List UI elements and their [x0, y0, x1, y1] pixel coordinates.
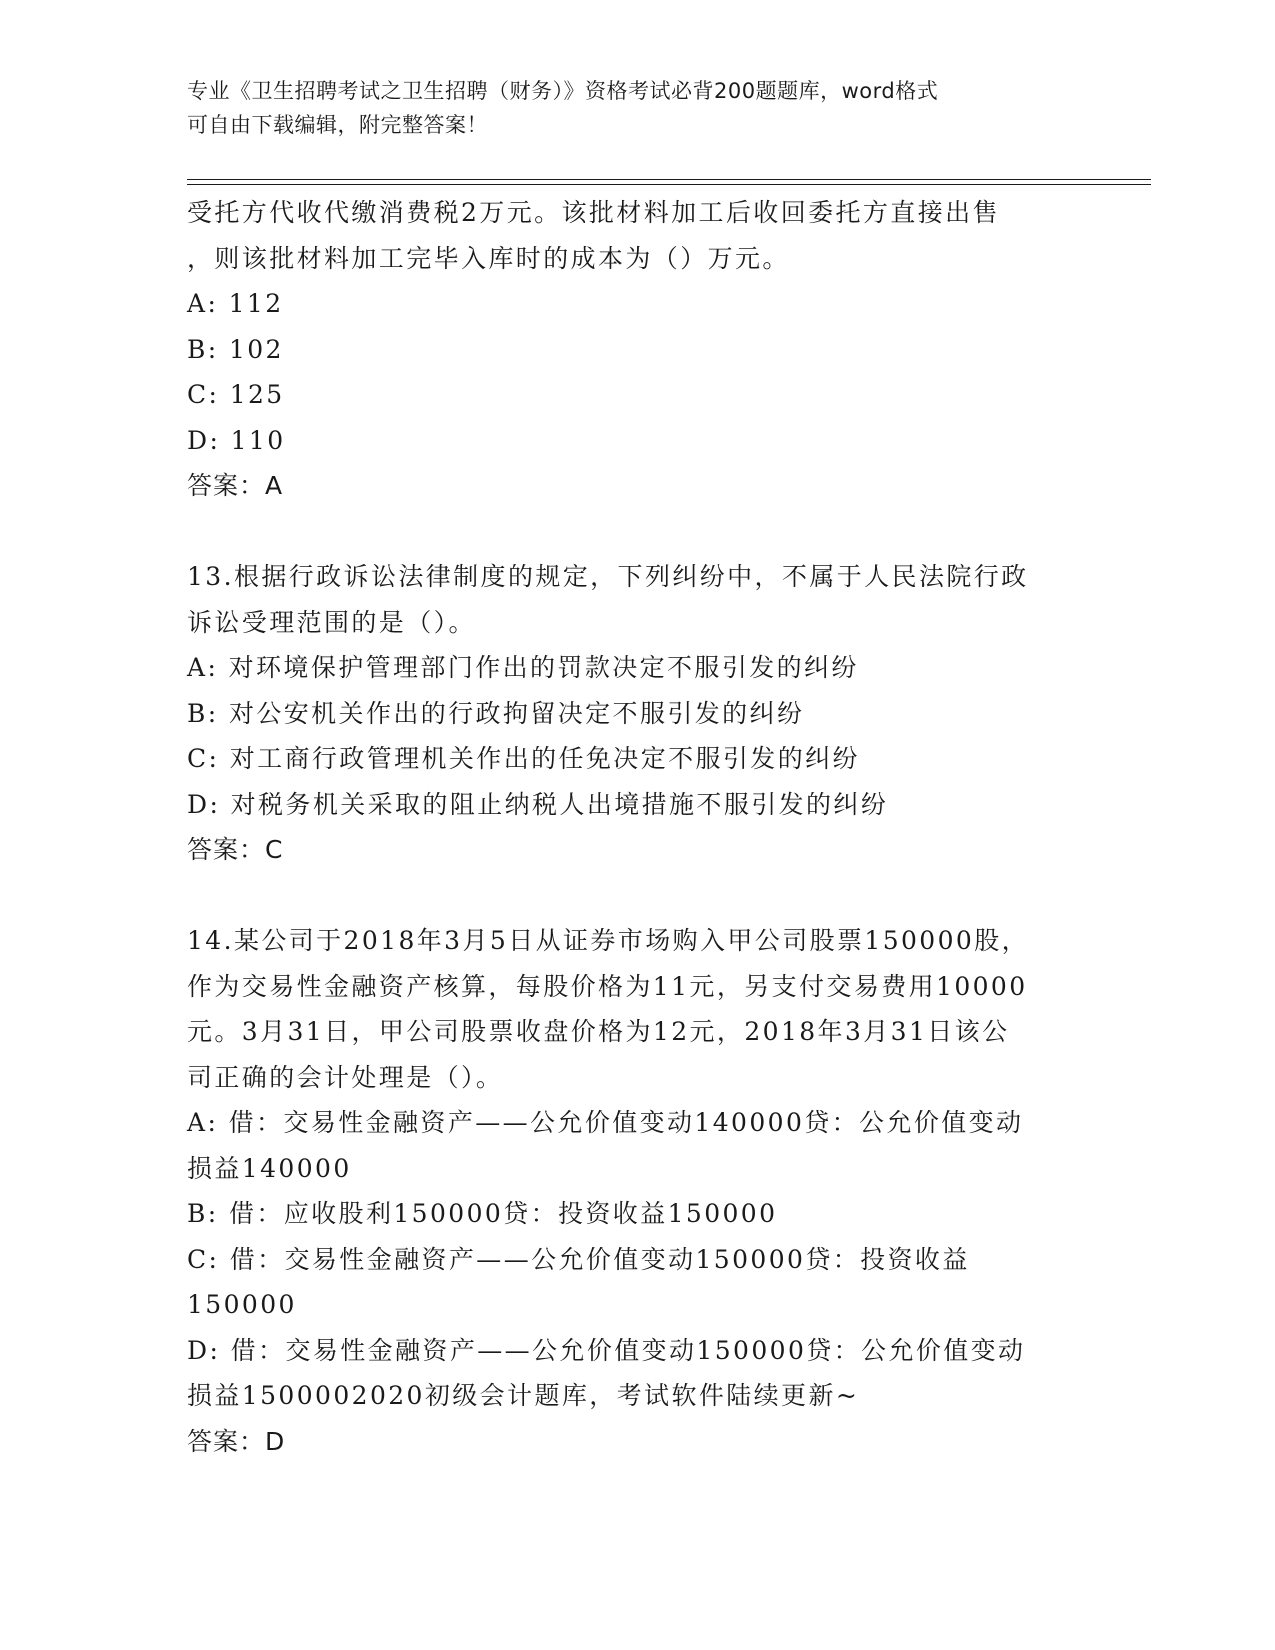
document-header [187, 74, 1087, 142]
answer-label: 答案：C [187, 835, 284, 864]
header-title-line-1: 专业《卫生招聘考试之卫生招聘（财务）》资格考试必背200题题库，word格式 [187, 79, 939, 103]
question-spacer [187, 873, 1087, 919]
option-a: A: 借：交易性金融资产——公允价值变动140000贷：公允价值变动 [187, 1108, 1024, 1137]
question-stem-line: 13.根据行政诉讼法律制度的规定，下列纠纷中，不属于人民法院行政 [187, 562, 1029, 591]
question-stem-line: 元。3月31日，甲公司股票收盘价格为12元，2018年3月31日该公 [187, 1017, 1010, 1046]
option-b: B: 借：应收股利150000贷：投资收益150000 [187, 1199, 778, 1228]
option-d-continued: 损益1500002020初级会计题库，考试软件陆续更新~ [187, 1381, 860, 1410]
option-d: D: 110 [187, 425, 286, 455]
header-title-line-2: 可自由下载编辑，附完整答案！ [187, 113, 488, 137]
question-stem-line: 14.某公司于2018年3月5日从证券市场购入甲公司股票150000股， [187, 926, 1030, 955]
question-12 [187, 190, 1087, 509]
answer-label: 答案：D [187, 1426, 286, 1456]
option-a-continued: 损益140000 [187, 1153, 352, 1183]
option-b: B: 对公安机关作出的行政拘留决定不服引发的纠纷 [187, 698, 805, 728]
question-stem-line: 司正确的会计处理是（）。 [187, 1062, 504, 1092]
option-d: D: 借：交易性金融资产——公允价值变动150000贷：公允价值变动 [187, 1335, 1026, 1365]
document-body [187, 190, 1087, 1464]
option-c: C: 125 [187, 380, 285, 409]
question-14 [187, 918, 1087, 1464]
question-stem-line: ，则该批材料加工完毕入库时的成本为（）万元。 [187, 243, 790, 273]
option-a: A: 对环境保护管理部门作出的罚款决定不服引发的纠纷 [187, 653, 859, 682]
option-a: A: 112 [187, 289, 284, 318]
option-c-continued: 150000 [187, 1290, 297, 1319]
question-stem-line: 诉讼受理范围的是（）。 [187, 607, 476, 637]
header-divider-bottom [187, 184, 1151, 185]
answer-label: 答案：A [187, 471, 284, 500]
option-c: C: 借：交易性金融资产——公允价值变动150000贷：投资收益 [187, 1244, 970, 1274]
question-stem-line: 作为交易性金融资产核算，每股价格为11元，另支付交易费用10000 [187, 971, 1028, 1001]
question-stem-line: 受托方代收代缴消费税2万元。该批材料加工后收回委托方直接出售 [187, 198, 1000, 227]
header-divider-top [187, 179, 1151, 180]
option-c: C: 对工商行政管理机关作出的任免决定不服引发的纠纷 [187, 744, 860, 773]
option-d: D: 对税务机关采取的阻止纳税人出境措施不服引发的纠纷 [187, 789, 889, 819]
question-spacer [187, 509, 1087, 555]
option-b: B: 102 [187, 334, 284, 364]
question-13 [187, 554, 1087, 873]
